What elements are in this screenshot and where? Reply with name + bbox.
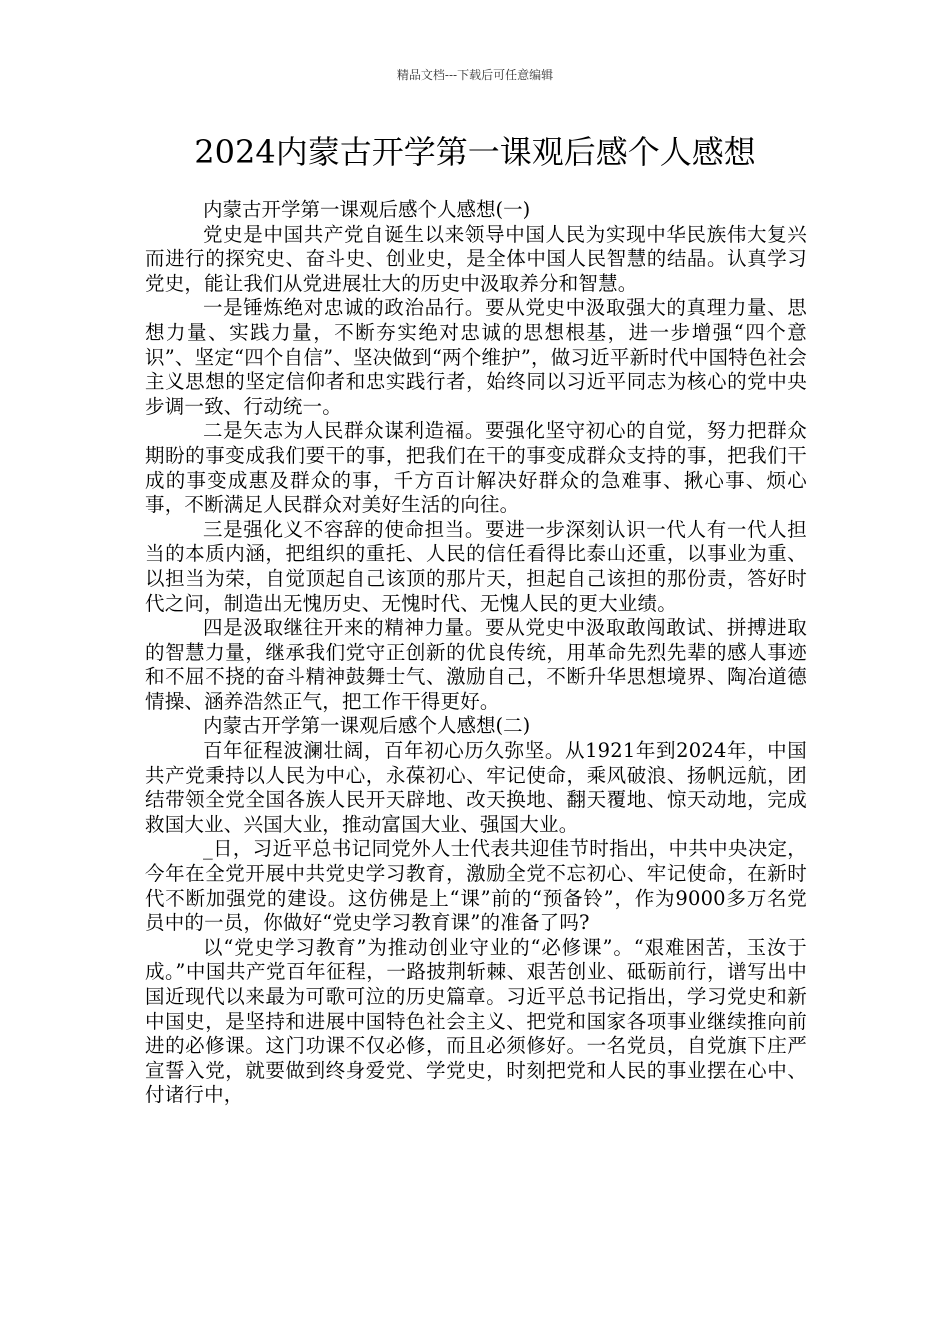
- body-paragraph: 一是锤炼绝对忠诚的政治品行。要从党史中汲取强大的真理力量、思想力量、实践力量，不断夯实绝对忠诚的思想根基，进一步增强“四个意识”、坚定“四个自信”、坚决做到“两个维护”，做习近平新时代中国特色社会主义思想的坚定信仰者和忠实践行者，始终同以习近平同志为核心的党中央步调一致、行动统一。: [145, 296, 807, 418]
- body-paragraph: 四是汲取继往开来的精神力量。要从党史中汲取敢闯敢试、拼搏进取的智慧力量，继承我们党守正创新的优良传统，用革命先烈先辈的感人事迹和不屈不挠的奋斗精神鼓舞士气、激励自己，不断升华思想境界、陶冶道德情操、涵养浩然正气，把工作干得更好。: [145, 616, 807, 713]
- document-body: [145, 198, 807, 1108]
- body-paragraph: 党史是中国共产党自诞生以来领导中国人民为实现中华民族伟大复兴而进行的探究史、奋斗史、创业史，是全体中国人民智慧的结晶。认真学习党史，能让我们从党进展壮大的历史中汲取养分和智慧。: [145, 222, 807, 295]
- header-note: 精品文档---下载后可任意编辑: [396, 68, 554, 82]
- body-paragraph: 三是强化义不容辞的使命担当。要进一步深刻认识一代人有一代人担当的本质内涵，把组织的重托、人民的信任看得比泰山还重，以事业为重、以担当为荣，自觉顶起自己该顶的那片天，担起自己该担的那份责，答好时代之问，制造出无愧历史、无愧时代、无愧人民的更大业绩。: [145, 517, 807, 615]
- body-paragraph: 二是矢志为人民群众谋利造福。要强化坚守初心的自觉，努力把群众期盼的事变成我们要干的事，把我们在干的事变成群众支持的事，把我们干成的事变成惠及群众的事，千方百计解决好群众的急难事、揪心事、烦心事，不断满足人民群众对美好生活的向往。: [145, 419, 807, 517]
- section-heading-1: 内蒙古开学第一课观后感个人感想(一): [203, 198, 531, 221]
- body-paragraph: 百年征程波澜壮阔，百年初心历久弥坚。从1921年到2024年，中国共产党秉持以人民为中心，永葆初心、牢记使命，乘风破浪、扬帆远航，团结带领全党全国各族人民开天辟地、改天换地、翻天覆地、惊天动地，完成救国大业、兴国大业，推动富国大业、强国大业。: [145, 739, 807, 836]
- document-title: 2024内蒙古开学第一课观后感个人感想: [194, 133, 756, 171]
- body-paragraph: 以“党史学习教育”为推动创业守业的“必修课”。“艰难困苦，玉汝于成。”中国共产党百年征程，一路披荆斩棘、艰苦创业、砥砺前行，谱写出中国近现代以来最为可歌可泣的历史篇章。习近平总书记指出，学习党史和新中国史，是坚持和进展中国特色社会主义、把党和国家各项事业继续推向前进的必修课。这门功课不仅必修，而且必须修好。一名党员，自党旗下庄严宣誓入党，就要做到终身爱党、学党史，时刻把党和人民的事业摆在心中、付诸行中，: [145, 935, 807, 1107]
- body-paragraph: _日，习近平总书记同党外人士代表共迎佳节时指出，中共中央决定，今年在全党开展中共党史学习教育，激励全党不忘初心、牢记使命，在新时代不断加强党的建设。这仿佛是上“课”前的“预备铃”，作为9000多万名党员中的一员，你做好“党史学习教育课”的准备了吗?: [145, 837, 807, 935]
- section-heading-2: 内蒙古开学第一课观后感个人感想(二): [203, 714, 531, 738]
